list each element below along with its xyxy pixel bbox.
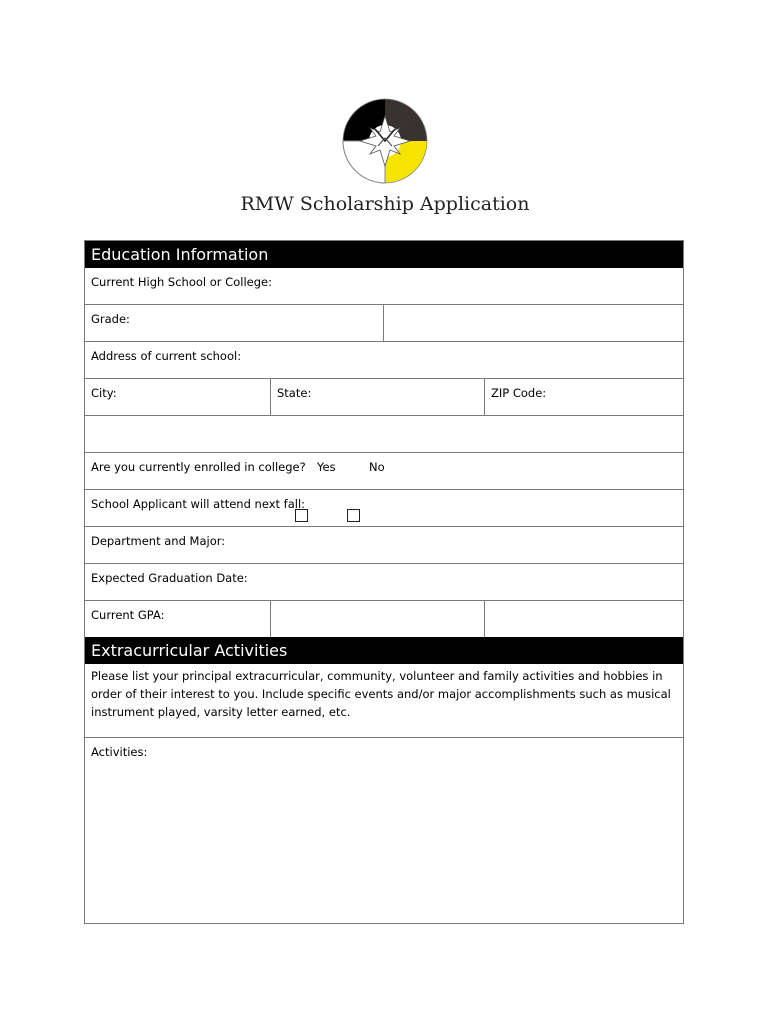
no-checkbox[interactable] (347, 509, 360, 522)
gpa-label: Current GPA: (91, 608, 165, 622)
row-next-fall (85, 489, 683, 526)
gpa-divider-2 (484, 601, 485, 637)
gpa-extra-field-2[interactable] (485, 601, 683, 637)
row-gpa (85, 600, 683, 637)
state-label: State: (277, 386, 312, 400)
yes-label: Yes (317, 460, 336, 474)
city-divider (270, 379, 271, 415)
section-header-extracurricular: Extracurricular Activities (85, 637, 683, 664)
row-activities[interactable] (85, 737, 683, 923)
section-header-education: Education Information (85, 241, 683, 268)
row-city-state-zip (85, 378, 683, 415)
row-current-school[interactable] (85, 268, 683, 304)
enrolled-question: Are you currently enrolled in college? (91, 460, 306, 474)
current-school-label: Current High School or College: (91, 275, 272, 289)
next-fall-label: School Applicant will attend next fall: (91, 497, 306, 511)
city-label: City: (91, 386, 117, 400)
yes-checkbox[interactable] (295, 509, 308, 522)
graduation-label: Expected Graduation Date: (91, 571, 248, 585)
rmw-logo (342, 98, 428, 184)
grade-label: Grade: (91, 312, 130, 326)
state-divider (484, 379, 485, 415)
instructions-text: Please list your principal extracurricular, community, volunteer and family activities and hobbies in order of their interest to you. Include specific events and/or major accomplishments such as musical instrument played, varsity letter earned, etc. (91, 669, 671, 719)
page-title: RMW Scholarship Application (240, 193, 530, 215)
activities-label: Activities: (91, 745, 148, 759)
row-grade (85, 304, 683, 341)
address-label: Address of current school: (91, 349, 242, 363)
row-blank[interactable] (85, 415, 683, 452)
row-instructions (85, 664, 683, 737)
gpa-extra-field-1[interactable] (271, 601, 484, 637)
application-form (84, 240, 684, 924)
gpa-divider-1 (270, 601, 271, 637)
department-label: Department and Major: (91, 534, 226, 548)
row-address[interactable] (85, 341, 683, 378)
grade-field[interactable] (85, 305, 383, 341)
no-label: No (369, 460, 385, 474)
zip-label: ZIP Code: (491, 386, 547, 400)
row-graduation[interactable] (85, 563, 683, 600)
row-department[interactable] (85, 526, 683, 563)
grade-extra-field[interactable] (384, 305, 683, 341)
row-enrolled (85, 452, 683, 489)
